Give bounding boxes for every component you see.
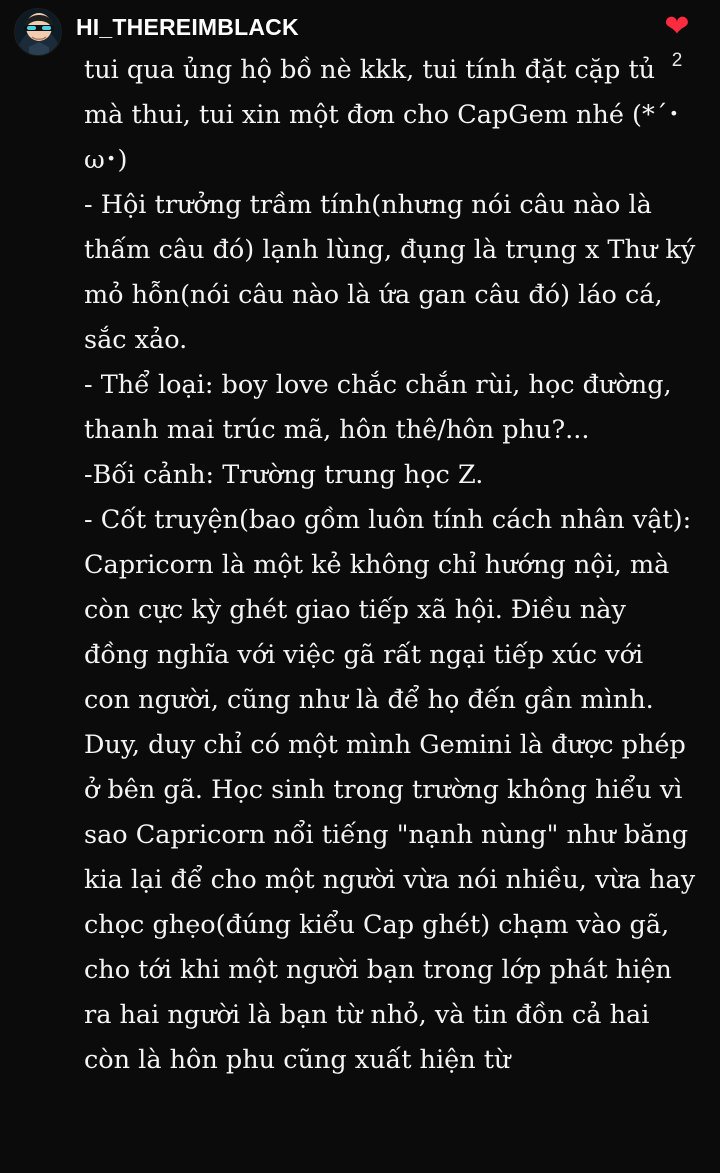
avatar[interactable] — [14, 8, 62, 56]
comment-header — [0, 0, 720, 71]
comment-paragraph: - Hội trưởng trầm tính(nhưng nói câu nào là thấm câu đó) lạnh lùng, đụng là trụng x Thư ký mỏ hỗn(nói câu nào là ứa gan câu đó) láo cá, sắc xảo. — [84, 190, 696, 355]
comment-paragraph: tui qua ủng hộ bồ nè kkk, tui tính đặt cặp tủ mà thui, tui xin một đơn cho CapGem nhé (*´･ω･) — [84, 55, 681, 175]
username[interactable]: HI_THEREIMBLACK — [76, 14, 299, 40]
comment-paragraph: - Cốt truyện(bao gồm luôn tính cách nhân vật): Capricorn là một kẻ không chỉ hướng nội, mà còn cực kỳ ghét giao tiếp xã hội. Điều này đồng nghĩa với việc gã rất ngại tiếp xúc với con người, cũng như là để họ đến gần mình. Duy, duy chỉ có một mình Gemini là được phép ở bên gã. Học sinh trong trường không hiểu vì sao Capricorn nổi tiếng "nạnh nùng" như băng kia lại để cho một người vừa nói nhiều, vừa hay chọc ghẹo(đúng kiểu Cap ghét) chạm vào gã, cho tới khi một người bạn trong lớp phát hiện ra hai người là bạn từ nhỏ, và tin đồn cả hai còn là hôn phu cũng xuất hiện từ — [84, 505, 696, 1075]
comment-paragraph: - Thể loại: boy love chắc chắn rùi, học đường, thanh mai trúc mã, hôn thê/hôn phu?... — [84, 370, 672, 445]
comment-paragraph: -Bối cảnh: Trường trung học Z. — [84, 460, 484, 490]
heart-icon[interactable]: ❤ — [664, 9, 690, 44]
like-block[interactable] — [654, 8, 700, 72]
comment-body — [0, 48, 720, 1083]
bottom-fade-overlay — [0, 1151, 720, 1173]
like-count: 2 — [671, 50, 683, 71]
user-avatar-anime-icon — [15, 9, 62, 56]
